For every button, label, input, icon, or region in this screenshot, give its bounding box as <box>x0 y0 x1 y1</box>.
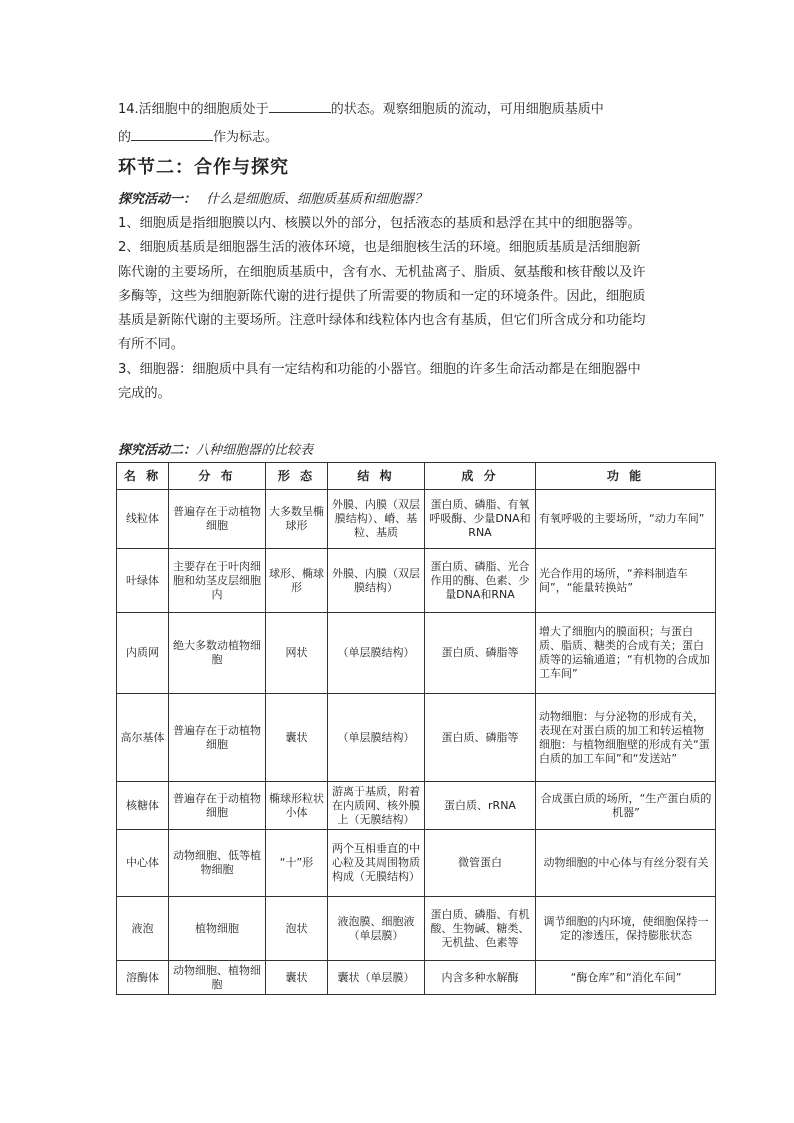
cell-distribution: 动物细胞、植物细胞 <box>169 961 266 995</box>
cell-name: 核糖体 <box>117 782 169 830</box>
table-row <box>117 694 716 782</box>
paragraph-line: 多酶等，这些为细胞新陈代谢的进行提供了所需要的物质和一定的环境条件。因此，细胞质 <box>118 288 646 304</box>
cell-structure: 液泡膜、细胞液（单层膜） <box>328 897 425 961</box>
answer-blank-1[interactable] <box>269 98 331 113</box>
table-row <box>117 961 716 995</box>
activity-1-title <box>118 188 427 207</box>
answer-blank-2[interactable] <box>131 126 213 141</box>
question-14-line-2 <box>118 126 278 147</box>
cell-distribution: 普遍存在于动植物细胞 <box>169 782 266 830</box>
cell-name: 溶酶体 <box>117 961 169 995</box>
cell-function: 调节细胞的内环境，使细胞保持一定的渗透压，保持膨胀状态 <box>536 897 716 961</box>
cell-composition: 蛋白质、rRNA <box>425 782 536 830</box>
cell-composition: 蛋白质、磷脂、有氧呼吸酶、少量DNA和RNA <box>425 490 536 549</box>
cell-distribution: 主要存在于叶肉细胞和幼茎皮层细胞内 <box>169 549 266 613</box>
paragraph-line: 完成的。 <box>118 386 171 402</box>
cell-shape: “十”形 <box>266 830 328 897</box>
cell-composition: 微管蛋白 <box>425 830 536 897</box>
cell-structure: （单层膜结构） <box>328 613 425 694</box>
cell-composition: 内含多种水解酶 <box>425 961 536 995</box>
question-14-text-c: 的 <box>118 130 132 145</box>
cell-function: 有氧呼吸的主要场所，“动力车间” <box>536 490 716 549</box>
cell-distribution: 绝大多数动植物细胞 <box>169 613 266 694</box>
cell-function: 光合作用的场所，“养料制造车间”，“能量转换站” <box>536 549 716 613</box>
table-row <box>117 830 716 897</box>
activity-2-title <box>118 439 313 458</box>
cell-distribution: 普遍存在于动植物细胞 <box>169 694 266 782</box>
table-row <box>117 897 716 961</box>
cell-shape: 椭球形粒状小体 <box>266 782 328 830</box>
cell-composition: 蛋白质、磷脂等 <box>425 694 536 782</box>
cell-shape: 囊状 <box>266 694 328 782</box>
cell-name: 液泡 <box>117 897 169 961</box>
section-title: 环节二：合作与探究 <box>118 157 289 178</box>
question-14-text-d: 作为标志。 <box>213 130 279 145</box>
table-row <box>117 549 716 613</box>
cell-function: 合成蛋白质的场所，“生产蛋白质的机器” <box>536 782 716 830</box>
paragraph-line: 有所不同。 <box>118 337 184 353</box>
header-name: 名 称 <box>117 463 169 490</box>
activity-1-question: 什么是细胞质、细胞质基质和细胞器？ <box>206 192 428 207</box>
cell-shape: 球形、椭球形 <box>266 549 328 613</box>
header-distribution: 分 布 <box>169 463 266 490</box>
cell-shape: 网状 <box>266 613 328 694</box>
cell-name: 内质网 <box>117 613 169 694</box>
cell-distribution: 普遍存在于动植物细胞 <box>169 490 266 549</box>
cell-structure: 外膜、内膜（双层膜结构） <box>328 549 425 613</box>
cell-structure: （单层膜结构） <box>328 694 425 782</box>
activity-1-paragraphs <box>118 212 688 406</box>
paragraph-line: 陈代谢的主要场所，在细胞质基质中，含有水、无机盐离子、脂质、氨基酸和核苷酸以及许 <box>118 264 646 280</box>
cell-name: 中心体 <box>117 830 169 897</box>
cell-shape: 囊状 <box>266 961 328 995</box>
cell-distribution: 植物细胞 <box>169 897 266 961</box>
header-composition: 成 分 <box>425 463 536 490</box>
header-structure: 结 构 <box>328 463 425 490</box>
cell-shape: 泡状 <box>266 897 328 961</box>
table-header-row <box>117 463 716 490</box>
organelle-comparison-table <box>116 462 716 995</box>
cell-function: “酶仓库”和“消化车间” <box>536 961 716 995</box>
paragraph-line: 基质是新陈代谢的主要场所。注意叶绿体和线粒体内也含有基质，但它们所含成分和功能均 <box>118 313 646 329</box>
header-shape: 形 态 <box>266 463 328 490</box>
question-14-text-b: 的状态。观察细胞质的流动，可用细胞质基质中 <box>330 102 604 117</box>
cell-composition: 蛋白质、磷脂等 <box>425 613 536 694</box>
header-function: 功 能 <box>536 463 716 490</box>
cell-structure: 游离于基质，附着在内质网、核外膜上（无膜结构） <box>328 782 425 830</box>
cell-distribution: 动物细胞、低等植物细胞 <box>169 830 266 897</box>
cell-function: 动物细胞：与分泌物的形成有关，表现在对蛋白质的加工和转运植物细胞：与植物细胞壁的形成有关“蛋白质的加工车间”和“发送站” <box>536 694 716 782</box>
table-row <box>117 613 716 694</box>
paragraph-line: 3、细胞器：细胞质中具有一定结构和功能的小器官。细胞的许多生命活动都是在细胞器中 <box>118 361 641 377</box>
cell-structure: 外膜、内膜（双层膜结构）、嵴、基粒、基质 <box>328 490 425 549</box>
question-14-text-a: 14.活细胞中的细胞质处于 <box>118 102 269 117</box>
cell-name: 高尔基体 <box>117 694 169 782</box>
cell-composition: 蛋白质、磷脂、有机酸、生物碱、糖类、无机盐、色素等 <box>425 897 536 961</box>
cell-structure: 囊状（单层膜） <box>328 961 425 995</box>
cell-shape: 大多数呈椭球形 <box>266 490 328 549</box>
cell-structure: 两个互相垂直的中心粒及其周围物质构成（无膜结构） <box>328 830 425 897</box>
activity-2-label: 探究活动二： <box>118 443 197 458</box>
paragraph-line: 1、细胞质是指细胞膜以内、核膜以外的部分，包括液态的基质和悬浮在其中的细胞器等。 <box>118 216 641 231</box>
activity-2-table-title: 八种细胞器的比较表 <box>196 443 314 458</box>
activity-1-label: 探究活动一： <box>118 192 197 207</box>
cell-function: 动物细胞的中心体与有丝分裂有关 <box>536 830 716 897</box>
table-row <box>117 782 716 830</box>
cell-name: 叶绿体 <box>117 549 169 613</box>
question-14-line-1 <box>118 98 604 119</box>
paragraph-line: 2、细胞质基质是细胞器生活的液体环境，也是细胞核生活的环境。细胞质基质是活细胞新 <box>118 240 641 256</box>
cell-function: 增大了细胞内的膜面积；与蛋白质、脂质、糖类的合成有关；蛋白质等的运输通道；“有机物的合成加工车间” <box>536 613 716 694</box>
cell-name: 线粒体 <box>117 490 169 549</box>
cell-composition: 蛋白质、磷脂、光合作用的酶、色素、少量DNA和RNA <box>425 549 536 613</box>
table-row <box>117 490 716 549</box>
